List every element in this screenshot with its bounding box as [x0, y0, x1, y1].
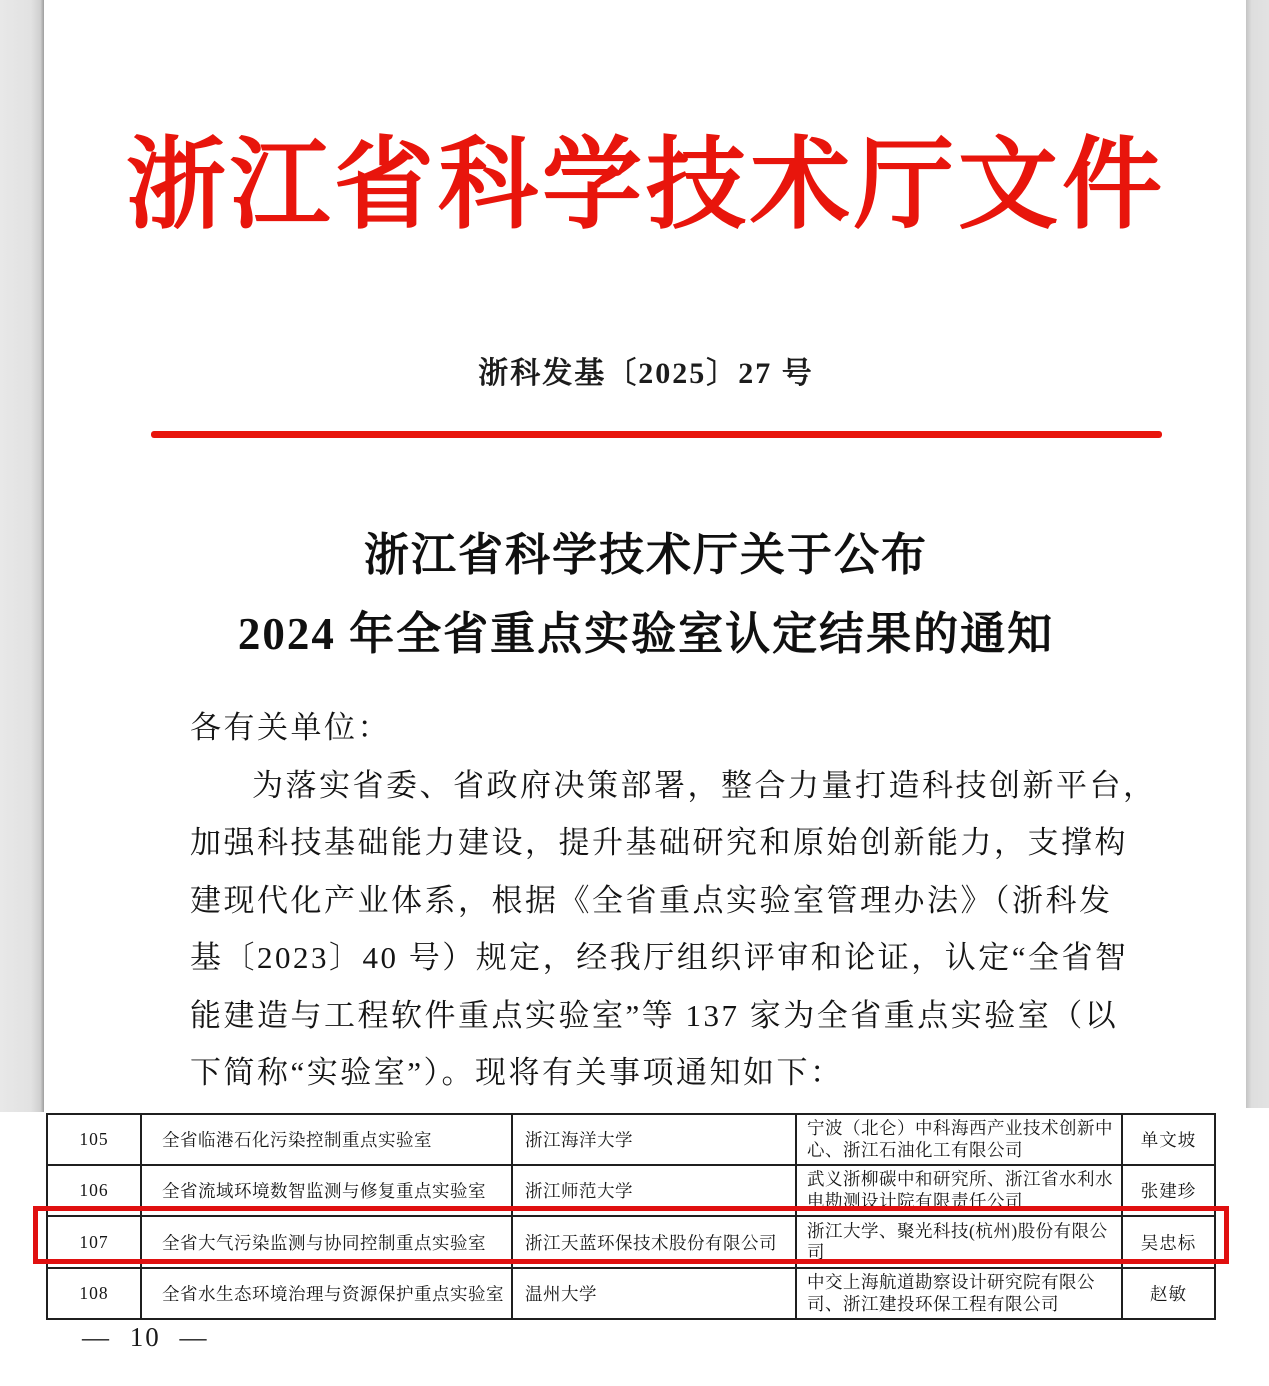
body-line: 建现代化产业体系，根据《全省重点实验室管理办法》（浙科发 — [190, 882, 1113, 918]
body-line: 下简称“实验室”）。现将有关事项通知如下： — [190, 1055, 844, 1090]
cell-partner-units: 宁波（北仑）中科海西产业技术创新中心、浙江石油化工有限公司 — [796, 1114, 1122, 1165]
cell-lab-name: 全省水生态环境治理与资源保护重点实验室 — [141, 1268, 512, 1319]
cell-host-unit: 浙江海洋大学 — [512, 1114, 796, 1165]
body-line: 为落实省委、省政府决策部署，整合力量打造科技创新平台， — [252, 767, 1157, 803]
cell-lab-name: 全省临港石化污染控制重点实验室 — [141, 1114, 512, 1165]
cell-director: 单文坡 — [1122, 1114, 1215, 1165]
page-margin-left — [0, 0, 44, 1112]
results-table — [46, 1113, 1216, 1320]
body-line: 加强科技基础能力建设，提升基础研究和原始创新能力，支撑构 — [190, 825, 1128, 860]
cell-host-unit: 温州大学 — [512, 1268, 796, 1319]
body-text — [190, 699, 1157, 1102]
body-line: 能建造与工程软件重点实验室”等 137 家为全省重点实验室（以 — [190, 997, 1119, 1033]
doc-header-title: 浙江省科学技术厅文件 — [126, 130, 1166, 241]
cell-partner-units: 浙江大学、聚光科技(杭州)股份有限公司 — [796, 1216, 1122, 1268]
table-row — [47, 1165, 1215, 1216]
page-number: — 10 — — [82, 1322, 209, 1352]
cell-director: 赵敏 — [1122, 1268, 1215, 1319]
table-row — [47, 1268, 1215, 1319]
salutation: 各有关单位： — [190, 710, 391, 745]
cell-number: 107 — [47, 1216, 141, 1268]
cell-number: 108 — [47, 1268, 141, 1319]
cell-host-unit: 浙江天蓝环保技术股份有限公司 — [512, 1216, 796, 1268]
cell-number: 105 — [47, 1114, 141, 1165]
cell-partner-units: 武义浙柳碳中和研究所、浙江省水利水电勘测设计院有限责任公司 — [796, 1165, 1122, 1216]
cell-director: 张建珍 — [1122, 1165, 1215, 1216]
doc-number: 浙科发基〔2025〕27 号 — [478, 357, 814, 390]
cell-director: 吴忠标 — [1122, 1216, 1215, 1268]
results-table-section — [46, 1113, 1216, 1320]
cell-number: 106 — [47, 1165, 141, 1216]
table-row-highlighted — [47, 1216, 1215, 1268]
red-divider-line — [151, 431, 1162, 438]
cell-partner-units: 中交上海航道勘察设计研究院有限公司、浙江建投环保工程有限公司 — [796, 1268, 1122, 1319]
table-row — [47, 1114, 1215, 1165]
cell-lab-name: 全省流域环境数智监测与修复重点实验室 — [141, 1165, 512, 1216]
cell-lab-name: 全省大气污染监测与协同控制重点实验室 — [141, 1216, 512, 1268]
cell-host-unit: 浙江师范大学 — [512, 1165, 796, 1216]
page-margin-right — [1246, 0, 1269, 1108]
notice-title-line2: 2024 年全省重点实验室认定结果的通知 — [237, 609, 1055, 659]
body-line: 基〔2023〕40 号）规定，经我厅组织评审和论证，认定“全省智 — [190, 940, 1129, 975]
notice-title-line1: 浙江省科学技术厅关于公布 — [363, 530, 928, 580]
